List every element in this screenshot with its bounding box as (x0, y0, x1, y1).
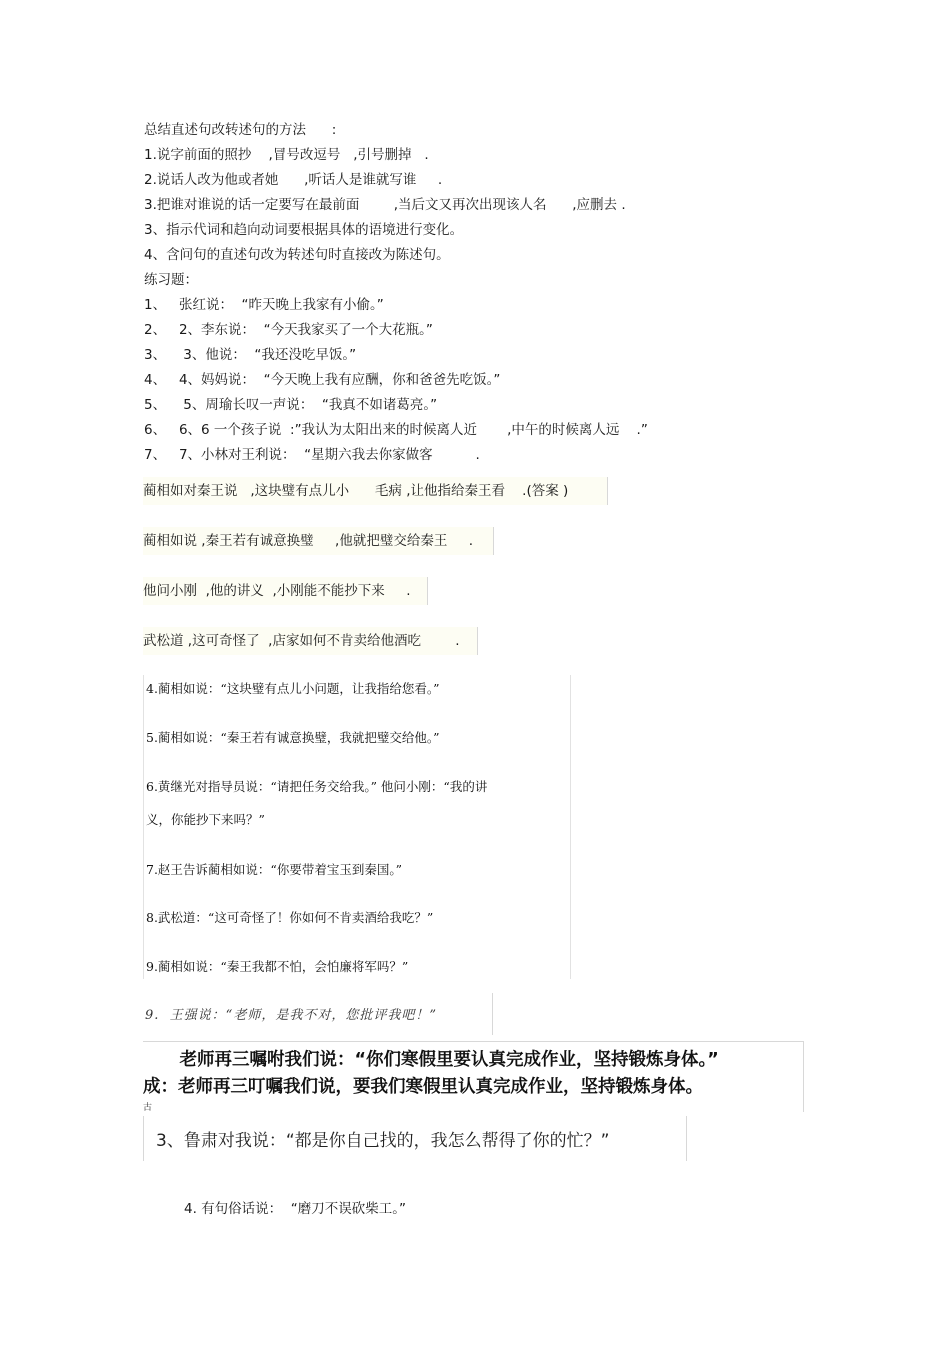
question-3-text: 3、鲁肃对我说：“都是你自己找的，我怎么帮得了你的忙？” (156, 1131, 610, 1151)
practice-item: 1、 张红说： “昨天晚上我家有小偷。” (144, 297, 384, 313)
question-4: 4. 有句俗话说： “磨刀不误砍柴工。” (184, 1201, 406, 1217)
practice-item: 4、 4、妈妈说： “今天晚上我有应酬，你和爸爸先吃饭。” (144, 372, 501, 388)
question-3 (143, 1116, 687, 1161)
summary-rule: 3.把谁对谁说的话一定要写在最前面 ,当后文又再次出现该人名 ,应删去 . (144, 197, 626, 213)
practice-heading: 练习题： (144, 272, 198, 288)
scanned-line: 7.赵王告诉蔺相如说：“你要带着宝玉到秦国。” (146, 862, 402, 877)
summary-title: 总结直述句改转述句的方法 : (144, 122, 337, 138)
summary-rule: 2.说话人改为他或者她 ,听话人是谁就写谁 . (144, 172, 443, 188)
answer-line: 他问小刚 ,他的讲义 ,小刚能不能抄下来 . (143, 577, 428, 605)
handwritten-exercise (143, 993, 493, 1035)
answer-line: 武松道 ,这可奇怪了 ,店家如何不肯卖给他酒吃 . (143, 627, 478, 655)
practice-item: 6、 6、6 一个孩子说 :”我认为太阳出来的时候离人近 ,中午的时候离人远 .” (144, 422, 648, 438)
practice-item: 3、 3、他说： “我还没吃早饭。” (144, 347, 357, 363)
practice-item: 5、 5、周瑜长叹一声说： “我真不如诸葛亮。” (144, 397, 438, 413)
scanned-line: 8.武松道：“这可奇怪了！你如何不肯卖酒给我吃？” (146, 910, 434, 925)
practice-item: 7、 7、小林对王利说： “星期六我去你家做客 . (144, 447, 480, 463)
scanned-line: 4.蔺相如说：“这块璧有点儿小问题，让我指给您看。” (146, 681, 440, 696)
answer-line: 蔺相如说 ,秦王若有诚意换璧 ,他就把璧交给秦王 . (143, 527, 494, 555)
bold-example-fragment: 古 (143, 1103, 153, 1113)
scanned-line: 义，你能抄下来吗？” (146, 812, 265, 827)
summary-rule: 4、含问句的直述句改为转述句时直接改为陈述句。 (144, 247, 450, 263)
practice-item: 2、 2、李东说： “今天我家买了一个大花瓶。” (144, 322, 433, 338)
bold-example-original: 老师再三嘱咐我们说：“你们寒假里要认真完成作业，坚持锻炼身体。” (143, 1050, 719, 1070)
scanned-line: 5.蔺相如说：“秦王若有诚意换璧，我就把璧交给他。” (146, 730, 440, 745)
answer-line: 蔺相如对秦王说 ,这块璧有点儿小 毛病 ,让他指给秦王看 .(答案 ) (143, 477, 608, 505)
bold-example-converted: 成：老师再三叮嘱我们说，要我们寒假里认真完成作业，坚持锻炼身体。 (143, 1077, 703, 1097)
scanned-exercises (143, 675, 571, 979)
bold-example (143, 1041, 804, 1112)
handwritten-line: 9. 王强说：“老师，是我不对，您批评我吧！” (145, 1008, 437, 1023)
scanned-line: 6.黄继光对指导员说：“请把任务交给我。” 他问小刚：“我的讲 (146, 779, 488, 794)
summary-rule: 3、指示代词和趋向动词要根据具体的语境进行变化。 (144, 222, 464, 238)
scanned-line: 9.蔺相如说：“秦王我都不怕，会怕廉将军吗？” (146, 959, 409, 974)
summary-rule: 1.说字前面的照抄 ,冒号改逗号 ,引号删掉 . (144, 147, 429, 163)
